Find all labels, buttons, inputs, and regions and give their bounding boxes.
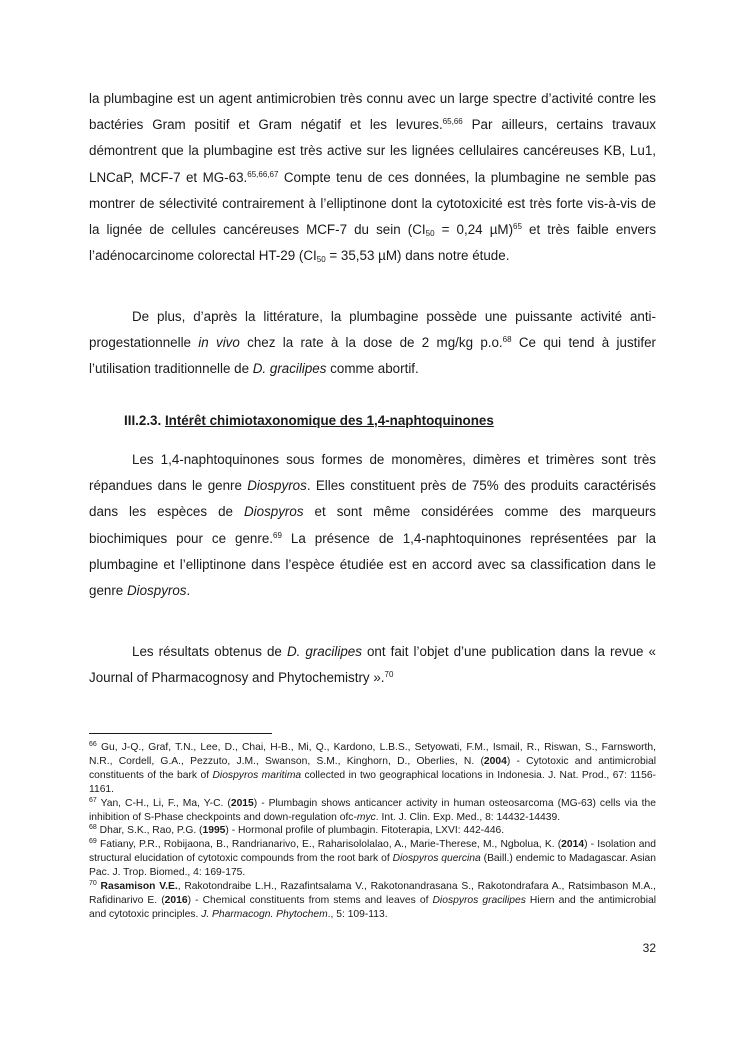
text: (Baill.) endemic to Madagascar. Asian Pac. J. Trop. Biomed., 4: 169-175. — [89, 853, 656, 879]
text: la plumbagine est un agent antimicrobien très connu avec un large spectre d’activité contre les bactéries Gram positif et Gram négatif et les levures. — [89, 91, 656, 133]
text: Les 1,4-naphtoquinones sous formes de monomères, dimères et trimères sont très répandues dans le genre — [89, 452, 656, 494]
text: . — [186, 583, 191, 599]
text: Les résultats obtenus de — [132, 644, 287, 659]
footnote-70 — [89, 880, 656, 922]
italic-term: Diospyros gracilipes — [432, 894, 526, 906]
paragraph-publication — [89, 639, 656, 691]
italic-term: Diospyros — [243, 504, 304, 520]
section-number: III.2.3. — [124, 413, 162, 428]
footnote-number: 70 — [89, 880, 97, 888]
footnote-year: 1995 — [202, 825, 226, 837]
italic-term: myc — [356, 811, 376, 823]
text: . Int. J. Clin. Exp. Med., 8: 14432-14439. — [375, 811, 561, 823]
italic-term: D. gracilipes — [286, 644, 362, 659]
text: Par ailleurs, certains travaux démontrent que la plumbagine est très active sur les lignées cellulaires cancéreuses KB, Lu1, LNCaP, MCF-7 et MG-63. — [89, 117, 656, 185]
text: = 0,24 µM) — [434, 222, 514, 238]
text: et sont même considérées comme des marqueurs biochimiques pour ce genre. — [89, 504, 656, 546]
italic-term: D. gracilipes — [252, 361, 327, 377]
italic-term: J. Pharmacogn. Phytochem — [201, 908, 328, 920]
text: ., 5: 109-113. — [327, 908, 388, 920]
paragraph-anti-progestational — [89, 304, 656, 383]
text: Compte tenu de ces données, la plumbagine ne semble pas montrer de sélectivité contrairement à l’elliptinone dont la cytotoxicité est très forte vis-à-vis de la lignée de cellules cancéreuses MCF-7 du sein (CI — [89, 169, 657, 238]
text: = 35,53 µM) dans notre étude. — [325, 248, 510, 264]
italic-term: Diospyros — [126, 583, 187, 599]
text: La présence de 1,4-naphtoquinones représentées par la plumbagine et l’elliptinone dans l’espèce étudiée est en accord avec sa classification dans le genre — [89, 530, 656, 599]
paragraph-naphtoquinones — [89, 447, 656, 604]
footnote-year: 2004 — [483, 755, 507, 767]
citation-ref: 65,66,67 — [247, 169, 279, 179]
citation-ref: 69 — [273, 530, 282, 540]
footnotes — [89, 741, 656, 922]
citation-ref: 68 — [502, 335, 512, 345]
footnote-67 — [89, 797, 656, 825]
text: ont fait l’objet d’une publication dans la revue « Journal of Pharmacognosy and Phytochemistry ». — [89, 644, 656, 686]
text: De plus, d’après la littérature, la plumbagine possède une puissante activité anti-progestationnelle — [89, 309, 656, 351]
text: ) - Chemical constituents from stems and leaves of — [187, 894, 433, 906]
italic-term: Diospyros — [247, 478, 307, 494]
text: Ce qui tend à justifer l’utilisation traditionnelle de — [89, 335, 656, 377]
subscript: 50 — [316, 255, 326, 265]
footnote-number: 69 — [89, 838, 97, 846]
text: chez la rate à la dose de 2 mg/kg p.o. — [239, 335, 503, 351]
footnote-number: 68 — [89, 824, 97, 832]
footnote-69 — [89, 838, 656, 880]
text: Fatiany, P.R., Robijaona, B., Randrianarivo, E., Raharisololalao, A., Marie-Therese, M., Ngbolua, K. ( — [96, 839, 562, 851]
text: ) - Isolation and structural elucidation of cytotoxic compounds from the root bark of — [89, 839, 656, 865]
footnote-year: 2016 — [164, 894, 188, 906]
subscript: 50 — [425, 229, 435, 239]
text: comme abortif. — [326, 361, 419, 377]
citation-ref: 65,66 — [442, 117, 463, 127]
footnote-68 — [89, 824, 656, 838]
text: Hiern and the antimicrobial and cytotoxic principles. — [89, 894, 657, 920]
text: ) - Plumbagin shows anticancer activity in human osteosarcoma (MG-63) cells via the inhibition of S-Phase checkpoints and down-regulation ofc- — [89, 797, 656, 823]
citation-ref: 70 — [384, 670, 394, 680]
footnote-year: 2015 — [230, 797, 254, 809]
citation-ref: 65 — [513, 222, 522, 232]
text: Dhar, S.K., Rao, P.G. ( — [96, 825, 203, 837]
italic-term: Diospyros maritima — [212, 769, 302, 781]
footnote-66 — [89, 741, 656, 797]
section-heading — [124, 413, 494, 428]
footnote-year: 2014 — [561, 839, 585, 851]
section-title: Intérêt chimiotaxonomique des 1,4-naphtoquinones — [164, 413, 494, 428]
text: ) - Hormonal profile of plumbagin. Fitoterapia, LXVI: 442-446. — [225, 825, 505, 837]
italic-term: in vivo — [198, 335, 240, 351]
text: . Elles constituent près de 75% des produits caractérisés dans les espèces de — [89, 478, 656, 520]
text: Gu, J-Q., Graf, T.N., Lee, D., Chai, H-B., Mi, Q., Kardono, L.B.S., Setyowati, F.M., Ismail, R., Riswan, S., Farnsworth, N.R., Cordell, G.A., Pezzuto, J.M., Swanson, S.M., Kinghorn, D., Oberlies, N. ( — [89, 742, 656, 767]
footnote-number: 66 — [89, 741, 97, 748]
text: Yan, C-H., Li, F., Ma, Y-C. ( — [96, 797, 231, 809]
footnote-author: Rasamison V.E. — [96, 881, 178, 893]
footnote-number: 67 — [89, 796, 97, 804]
text: collected in two geographical locations in Indonesia. J. Nat. Prod., 67: 1156-1161. — [89, 769, 656, 795]
footnote-separator — [89, 733, 272, 734]
text: et très faible envers l’adénocarcinome colorectal HT-29 (CI — [89, 222, 657, 264]
italic-term: Diospyros quercina — [392, 853, 481, 865]
text: ) - Cytotoxic and antimicrobial constituents of the bark of — [89, 755, 656, 781]
page-number: 32 — [642, 941, 656, 955]
text: , Rakotondraibe L.H., Razafintsalama V., Rakotonandrasana S., Rakotondrafara A., Ratsimbason M.A., Rafidinarivo E. ( — [89, 881, 656, 906]
paragraph-plumbagine-antimicrobial — [89, 86, 656, 269]
